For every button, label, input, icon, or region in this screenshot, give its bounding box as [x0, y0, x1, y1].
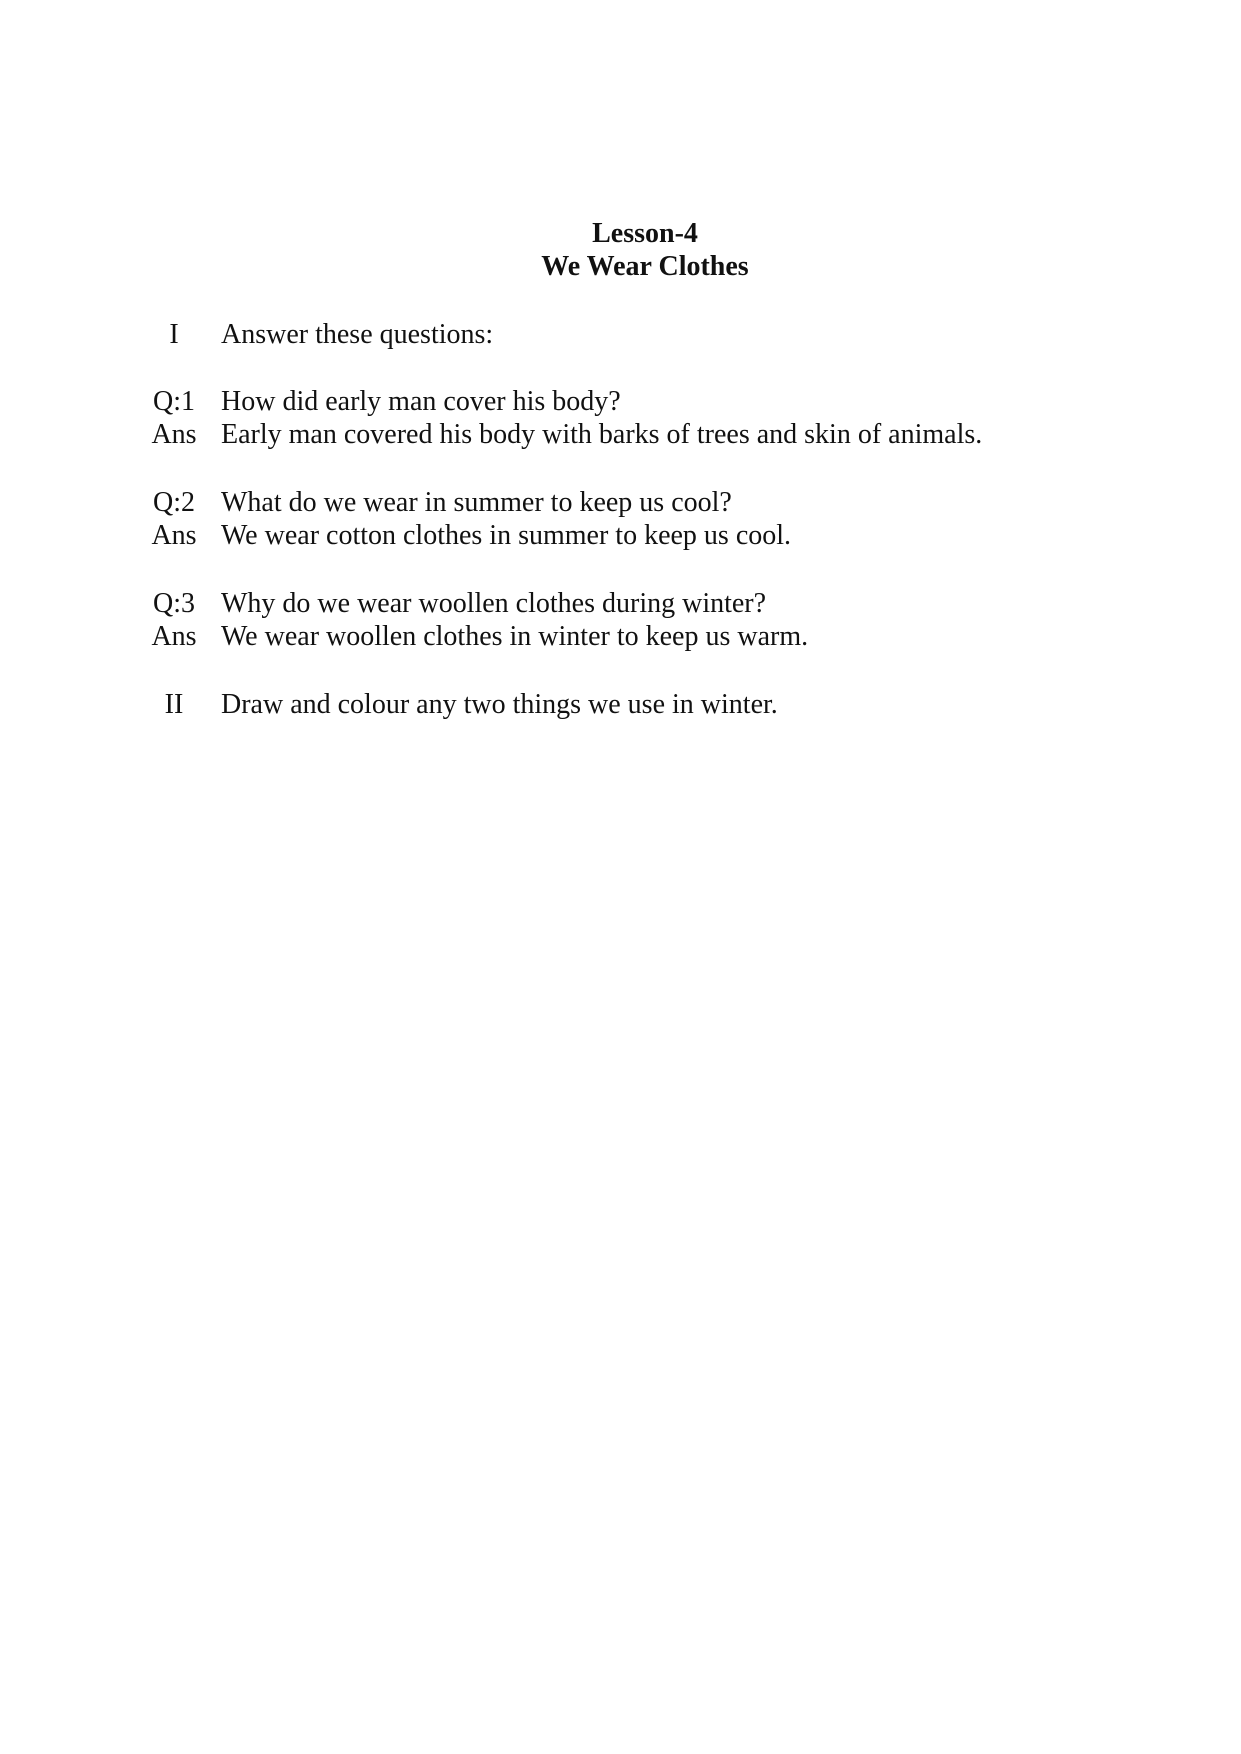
question-text: What do we wear in summer to keep us cool?	[221, 487, 732, 518]
section-2-label: II	[164, 689, 184, 720]
answer-text: We wear woollen clothes in winter to keep us warm.	[221, 621, 809, 652]
question-text: Why do we wear woollen clothes during winter?	[221, 588, 767, 619]
question-row	[0, 486, 1241, 520]
answer-row	[0, 620, 1241, 654]
answer-label: Ans	[151, 621, 197, 652]
question-label: Q:2	[153, 487, 195, 518]
question-row	[0, 385, 1241, 419]
section-2-header	[0, 688, 1241, 722]
answer-label: Ans	[151, 520, 197, 551]
question-label: Q:1	[153, 386, 195, 417]
question-row	[0, 587, 1241, 621]
lesson-title: We Wear Clothes	[541, 251, 749, 282]
answer-text: Early man covered his body with barks of trees and skin of animals.	[221, 419, 983, 450]
answer-row	[0, 519, 1241, 553]
section-1-instruction: Answer these questions:	[221, 319, 494, 350]
question-label: Q:3	[153, 588, 195, 619]
section-1-header	[0, 318, 1241, 352]
lesson-number: Lesson-4	[592, 218, 698, 249]
section-1-label: I	[169, 319, 179, 350]
answer-text: We wear cotton clothes in summer to keep us cool.	[221, 520, 792, 551]
answer-label: Ans	[151, 419, 197, 450]
question-text: How did early man cover his body?	[221, 386, 621, 417]
answer-row	[0, 418, 1241, 452]
section-2-instruction: Draw and colour any two things we use in winter.	[221, 689, 778, 720]
